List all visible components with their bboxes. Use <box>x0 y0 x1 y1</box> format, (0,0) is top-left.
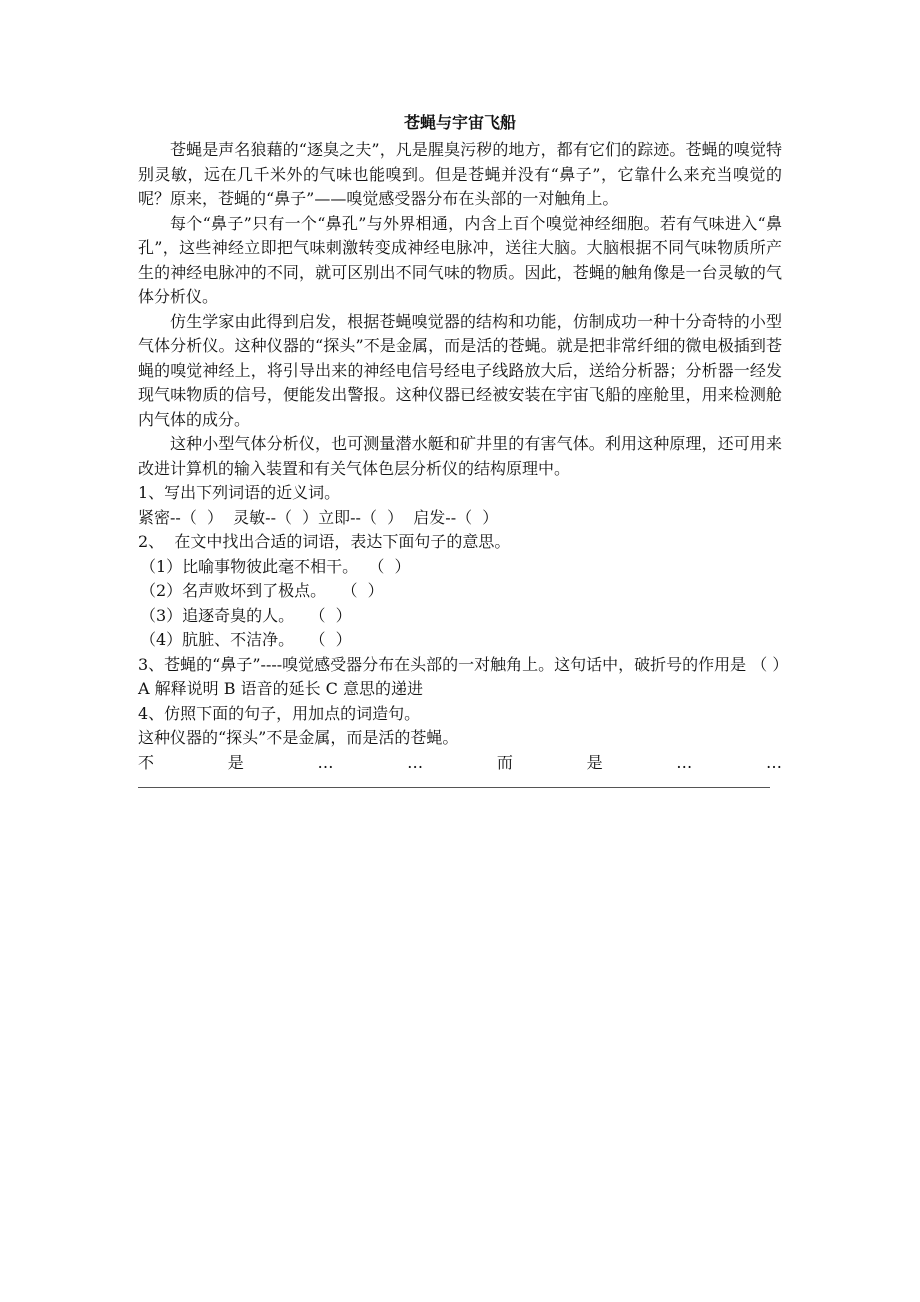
pattern-word: … <box>317 752 334 772</box>
question-2-prompt: 2、 在文中找出合适的词语，表达下面句子的意思。 <box>138 532 511 551</box>
sentence-pattern <box>138 751 782 776</box>
question-1-items: 紧密--（ ） 灵敏--（ ）立即--（ ） 启发--（ ） <box>138 507 499 527</box>
pattern-word: … <box>407 752 424 772</box>
question-2-item-4: （4）肮脏、不洁净。 （ ） <box>140 630 352 649</box>
question-2-item-2: （2）名声败坏到了极点。 （ ） <box>140 581 384 600</box>
paragraph-2: 每个“鼻子”只有一个“鼻孔”与外界相通，内含上百个嗅觉神经细胞。若有气味进入“鼻孔”，这些神经立即把气味刺激转变成神经电脉冲，送往大脑。大脑根据不同气味物质所产生的神经电脉冲的不同，就可区别出不同气味的物质。因此，苍蝇的触角像是一台灵敏的气体分析仪。 <box>138 213 782 306</box>
pattern-word: 不 <box>138 752 155 772</box>
paragraph-3: 仿生学家由此得到启发，根据苍蝇嗅觉器的结构和功能，仿制成功一种十分奇特的小型气体分析仪。这种仪器的“探头”不是金属，而是活的苍蝇。就是把非常纤细的微电极插到苍蝇的嗅觉神经上，将引导出来的神经电信号经电子线路放大后，送给分析器；分析器一经发现气味物质的信号，便能发出警报。这种仪器已经被安装在宇宙飞船的座舱里，用来检测舱内气体的成分。 <box>138 311 782 429</box>
question-1-prompt: 1、写出下列词语的近义词。 <box>138 483 341 502</box>
question-2-item-1: （1）比喻事物彼此毫不相干。 （ ） <box>140 556 411 576</box>
pattern-word: … <box>765 752 782 772</box>
paragraph-1: 苍蝇是声名狼藉的“逐臭之夫”，凡是腥臭污秽的地方，都有它们的踪迹。苍蝇的嗅觉特别灵敏，远在几千米外的气味也能嗅到。但是苍蝇并没有“鼻子”，它靠什么来充当嗅觉的呢？原来，苍蝇的“鼻子”——嗅觉感受器分布在头部的一对触角上。 <box>138 140 782 208</box>
worksheet-page <box>138 110 789 788</box>
question-3-options: A 解释说明 B 语音的延长 C 意思的递进 <box>138 679 423 698</box>
answer-line[interactable] <box>138 787 770 788</box>
pattern-word: 是 <box>586 752 603 772</box>
pattern-word: 是 <box>227 752 244 772</box>
question-3-prompt: 3、苍蝇的“鼻子”----嗅觉感受器分布在头部的一对触角上。这句话中，破折号的作用是 （ ） <box>138 654 789 674</box>
pattern-word: … <box>676 752 693 772</box>
question-2-item-3: （3）追逐奇臭的人。 （ ） <box>140 605 352 625</box>
pattern-word: 而 <box>496 752 513 772</box>
page-title: 苍蝇与宇宙飞船 <box>403 113 516 132</box>
paragraph-4: 这种小型气体分析仪，也可测量潜水艇和矿井里的有害气体。利用这种原理，还可用来改进计算机的输入装置和有关气体色层分析仪的结构原理中。 <box>138 434 782 478</box>
question-4-prompt: 4、仿照下面的句子，用加点的词造句。 <box>138 703 421 723</box>
question-4-example: 这种仪器的“探头”不是金属，而是活的苍蝇。 <box>138 728 459 747</box>
